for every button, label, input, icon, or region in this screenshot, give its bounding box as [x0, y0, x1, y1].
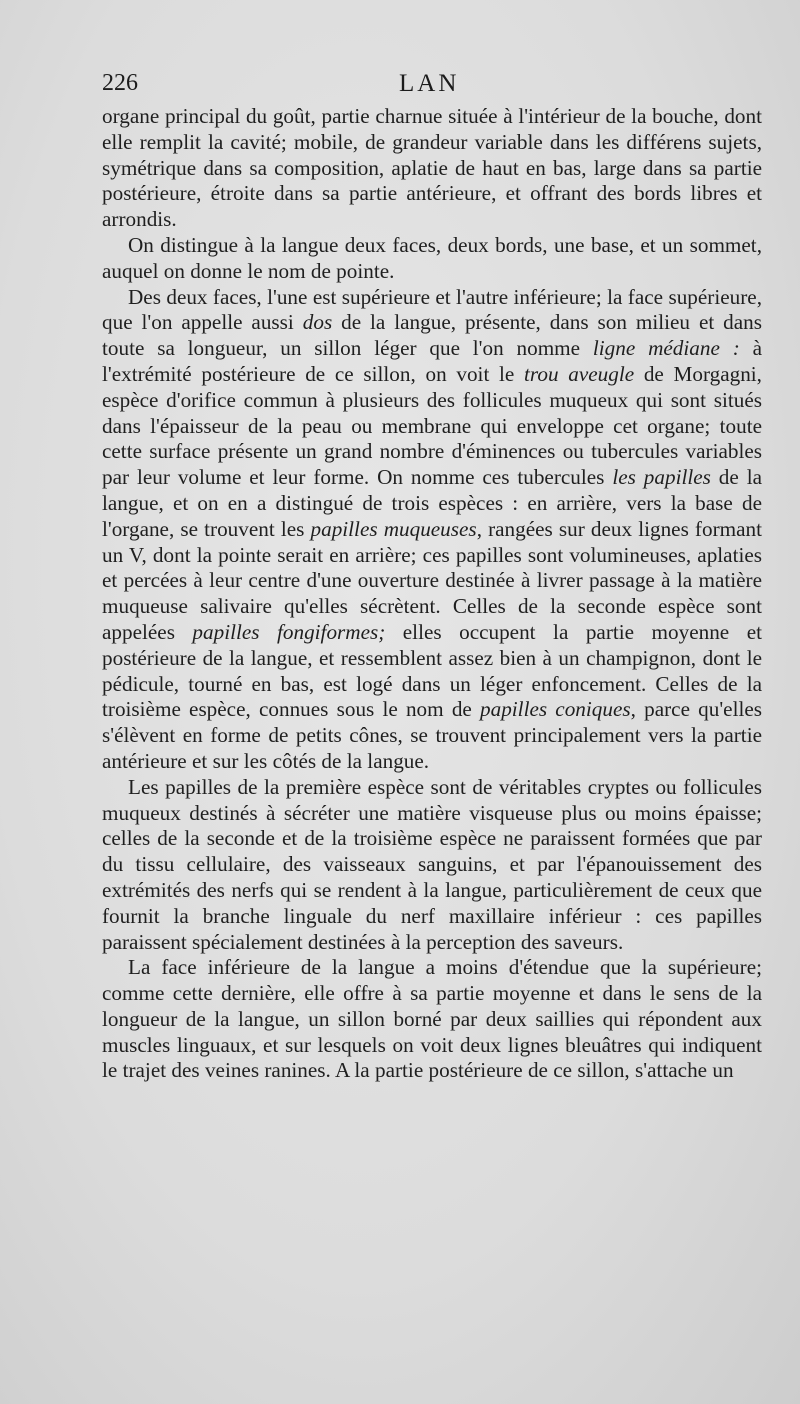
text-run: à l'extrémité postérieure de ce sillon, on voit le	[102, 336, 762, 386]
text-run: de Morgagni, espèce d'orifice commun à plusieurs des follicules muqueux qui sont situés dans l'épaisseur de la peau ou membrane qui enveloppe cet organe; toute cette surface présente un grand nombre d'éminences ou tubercules variables par leur volume et leur forme. On nomme ces tubercules	[102, 361, 762, 490]
italic-term: ligne médiane :	[592, 336, 740, 361]
italic-term: papilles fongiformes;	[192, 619, 386, 644]
paragraph: Les papilles de la première espèce sont de véritables cryptes ou follicules muqueux destinés à sécréter une matière visqueuse plus ou moins épaisse; celles de la seconde et de la troisième espèce ne paraissent formées que par du tissu cellulaire, des vaisseaux sanguins, et par l'épanouissement des extrémités des nerfs qui se rendent à la langue, particulièrement de ceux que fournit la branche linguale du nerf maxillaire inférieur : ces papilles paraissent spécialement destinées à la perception des saveurs.	[102, 774, 762, 954]
text-run: , parce qu'elles s'élèvent en forme de petits cônes, se trouvent principalement vers la partie antérieure et sur les côtés de la langue.	[102, 697, 762, 773]
text-run: de la langue, présente, dans son milieu et dans toute sa longueur, un sillon léger que l'on nomme	[102, 310, 763, 361]
paragraph: On distingue à la langue deux faces, deux bords, une base, et un sommet, auquel on donne le nom de pointe.	[102, 232, 762, 283]
text-run: elles occupent la partie moyenne et postérieure de la langue, et ressemblent assez bien à un champignon, dont le pédicule, tourné en bas, est logé dans un léger enfoncement. Celles de la troisième espèce, connues sous le nom de	[102, 619, 762, 722]
paragraph: organe principal du goût, partie charnue située à l'intérieur de la bouche, dont elle remplit la cavité; mobile, de grandeur variable dans les différens sujets, symétrique dans sa composition, aplatie de haut en bas, large dans sa partie postérieure, étroite dans sa partie antérieure, et offrant des bords libres et arrondis.	[102, 104, 762, 232]
paragraph: La face inférieure de la langue a moins d'étendue que la supérieure; comme cette dernière, elle offre à sa partie moyenne et dans le sens de la longueur de la langue, un sillon borné par deux saillies qui répondent aux muscles linguaux, et sur lesquels on voit deux lignes bleuâtres qui indiquent le trajet des veines ranines. A la partie postérieure de ce sillon, s'attache un	[102, 955, 762, 1083]
paragraph	[102, 285, 762, 775]
italic-term: papilles coniques	[480, 697, 631, 722]
italic-term: trou aveugle	[524, 361, 635, 386]
italic-term: papilles muqueuses	[310, 516, 477, 541]
text-run: Des deux faces, l'une est supérieure et l'autre inférieure; la face supérieure, que l'on appelle aussi	[102, 284, 762, 335]
page-number: 226	[102, 70, 138, 96]
text-run: , rangées sur deux lignes formant un V, dont la pointe serait en arrière; ces papilles sont volumineuses, aplaties et percées à leur centre d'une ouverture destinée à livrer passage à la matière muqueuse salivaire qu'elles sécrètent. Celles de la seconde espèce sont appelées	[102, 516, 762, 644]
text-run: de la langue, et on en a distingué de trois espèces : en arrière, vers la base de l'organe, se trouvent les	[102, 465, 762, 541]
running-head: LAN	[399, 70, 460, 97]
italic-term: les papilles	[612, 465, 711, 490]
page-header	[102, 70, 722, 104]
italic-term: dos	[302, 310, 333, 335]
body-text	[102, 104, 762, 1084]
